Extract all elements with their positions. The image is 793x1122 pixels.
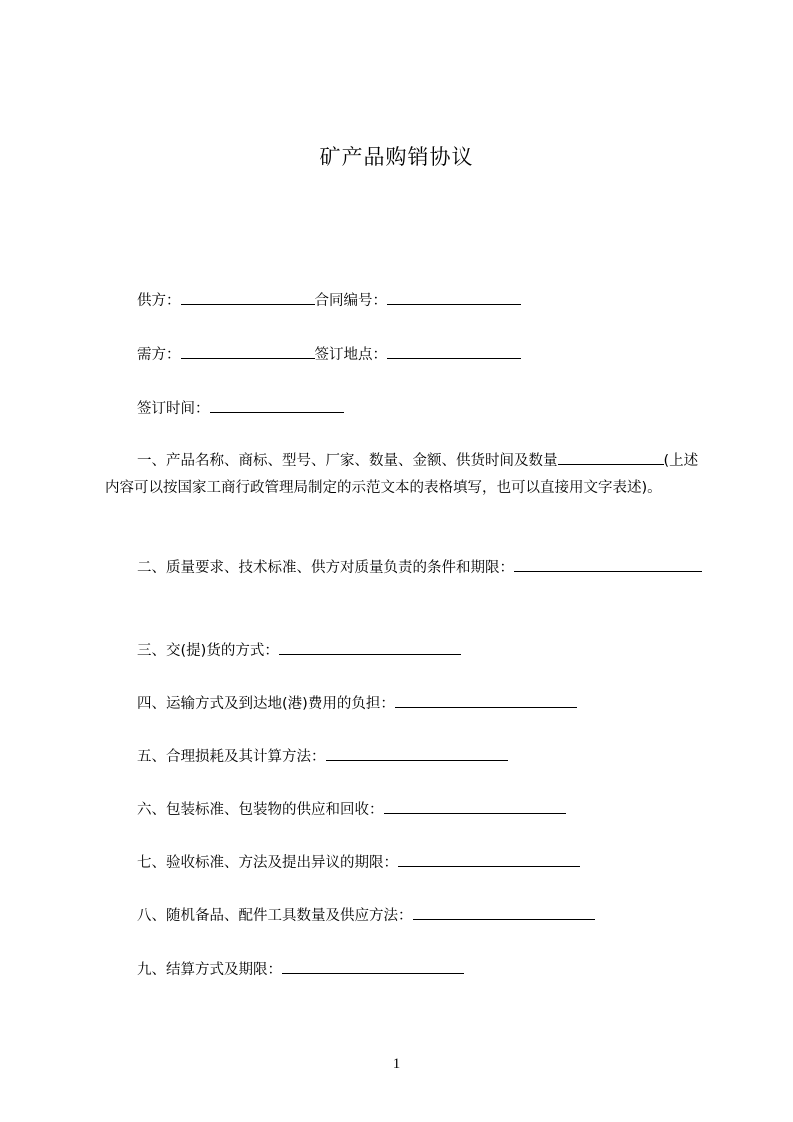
clause-4-text: 四、运输方式及到达地(港)费用的负担：: [137, 696, 395, 712]
sign-time-blank[interactable]: [210, 398, 344, 413]
clause-9-blank[interactable]: [282, 959, 464, 974]
clause-9-text: 九、结算方式及期限：: [137, 962, 282, 978]
clause-2-blank[interactable]: [514, 557, 662, 572]
supplier-contract-line: [137, 290, 521, 311]
clause-8: [137, 905, 595, 926]
clause-6: [137, 799, 566, 820]
clause-5-text: 五、合理损耗及其计算方法：: [137, 749, 326, 765]
clause-7-blank[interactable]: [398, 852, 580, 867]
clause-1-note: (上述内容可以按国家工商行政管理局制定的示范文本的表格填写，也可以直接用文字表述)。: [105, 453, 699, 496]
clause-1-text: 一、产品名称、商标、型号、厂家、数量、金额、供货时间及数量: [137, 453, 558, 469]
sign-place-label: 签订地点：: [314, 347, 387, 363]
clause-8-text: 八、随机备品、配件工具数量及供应方法：: [137, 908, 413, 924]
contract-number-label: 合同编号：: [314, 293, 387, 309]
clause-9: [137, 959, 464, 980]
clause-1-blank-cont[interactable]: [655, 450, 664, 465]
clause-1: [105, 448, 703, 502]
clause-5-blank[interactable]: [326, 746, 508, 761]
clause-2-text: 二、质量要求、技术标准、供方对质量负责的条件和期限：: [137, 560, 514, 576]
clause-5: [137, 746, 508, 767]
clause-6-blank[interactable]: [384, 799, 566, 814]
clause-7: [137, 852, 580, 873]
buyer-place-line: [137, 344, 521, 365]
clause-1-blank[interactable]: [558, 450, 655, 465]
buyer-blank[interactable]: [181, 344, 315, 359]
clause-2: [105, 555, 703, 582]
sign-time-label: 签订时间：: [137, 401, 210, 417]
clause-3-text: 三、交(提)货的方式：: [137, 643, 279, 659]
buyer-label: 需方：: [137, 347, 181, 363]
supplier-blank[interactable]: [181, 290, 315, 305]
clause-6-text: 六、包装标准、包装物的供应和回收：: [137, 802, 384, 818]
clause-4-blank[interactable]: [395, 693, 577, 708]
clause-3-blank[interactable]: [279, 640, 461, 655]
clause-7-text: 七、验收标准、方法及提出异议的期限：: [137, 855, 398, 871]
contract-number-blank[interactable]: [387, 290, 521, 305]
clause-2-blank-cont[interactable]: [662, 557, 702, 572]
page-number: 1: [392, 1056, 401, 1072]
clause-3: [137, 640, 461, 661]
page-title: 矿产品购销协议: [319, 145, 474, 169]
sign-time-line: [137, 398, 344, 419]
clause-8-blank[interactable]: [413, 905, 595, 920]
supplier-label: 供方：: [137, 293, 181, 309]
clause-4: [137, 693, 577, 714]
sign-place-blank[interactable]: [387, 344, 521, 359]
